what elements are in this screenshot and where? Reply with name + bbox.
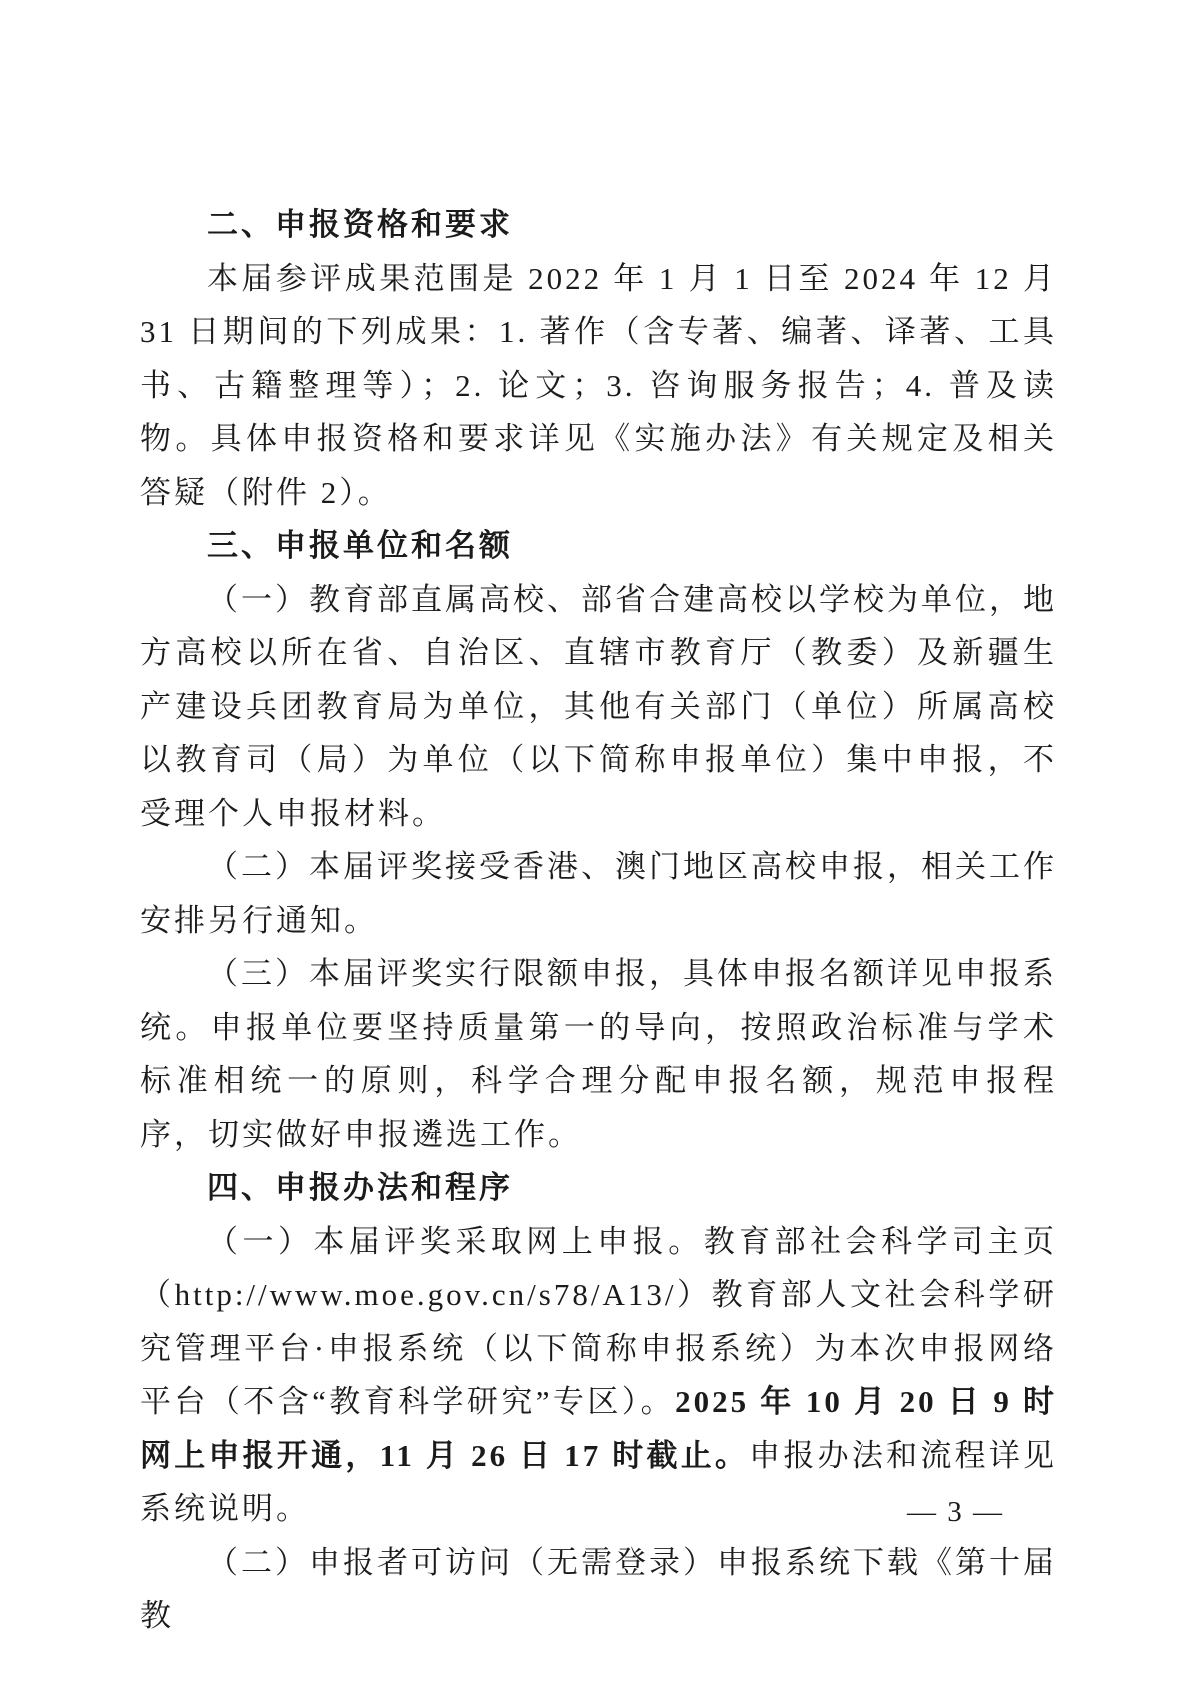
emphasis-text: 2025 年 10 月 20 日 9 时网上申报开通，11 月 26 日 17 时截止。 bbox=[140, 1384, 1057, 1473]
body-text: （一）本届评奖采取网上申报。教育部社会科学司主页（http://www.moe.gov.cn/s78/A13/）教育部人文社会科学研究管理平台·申报系统（以下简称申报系统）为本次申报网络平台（不含“教育科学研究”专区）。 bbox=[140, 1223, 1057, 1419]
document-body bbox=[140, 198, 1057, 1643]
paragraph bbox=[140, 252, 1057, 520]
body-text: （一）教育部直属高校、部省合建高校以学校为单位，地方高校以所在省、自治区、直辖市教育厅（教委）及新疆生产建设兵团教育局为单位，其他有关部门（单位）所属高校以教育司（局）为单位（以下简称申报单位）集中申报，不受理个人申报材料。 bbox=[140, 581, 1057, 831]
body-text: 申报办法和流程详见系统说明。 bbox=[140, 1437, 1058, 1526]
paragraph bbox=[140, 947, 1057, 1161]
paragraph bbox=[140, 1536, 1057, 1643]
body-text: （三）本届评奖实行限额申报，具体申报名额详见申报系统。申报单位要坚持质量第一的导向，按照政治标准与学术标准相统一的原则，科学合理分配申报名额，规范申报程序，切实做好申报遴选工作。 bbox=[140, 956, 1057, 1152]
paragraph bbox=[140, 1215, 1057, 1536]
section-heading: 三、申报单位和名额 bbox=[207, 528, 513, 563]
paragraph bbox=[140, 840, 1057, 947]
body-text: （二）申报者可访问（无需登录）申报系统下载《第十届教 bbox=[140, 1544, 1057, 1633]
page-number: — 3 — bbox=[907, 1496, 1004, 1528]
section-heading: 二、申报资格和要求 bbox=[207, 207, 513, 242]
body-text: 本届参评成果范围是 2022 年 1 月 1 日至 2024 年 12 月 31 日期间的下列成果：1. 著作（含专著、编著、译著、工具书、古籍整理等）；2. 论文；3. 咨询服务报告；4. 普及读物。具体申报资格和要求详见《实施办法》有关规定及相关答疑（附件 2）。 bbox=[140, 260, 1057, 510]
paragraph bbox=[140, 573, 1057, 841]
section-heading: 四、申报办法和程序 bbox=[207, 1170, 513, 1205]
body-text: （二）本届评奖接受香港、澳门地区高校申报，相关工作安排另行通知。 bbox=[140, 849, 1057, 938]
